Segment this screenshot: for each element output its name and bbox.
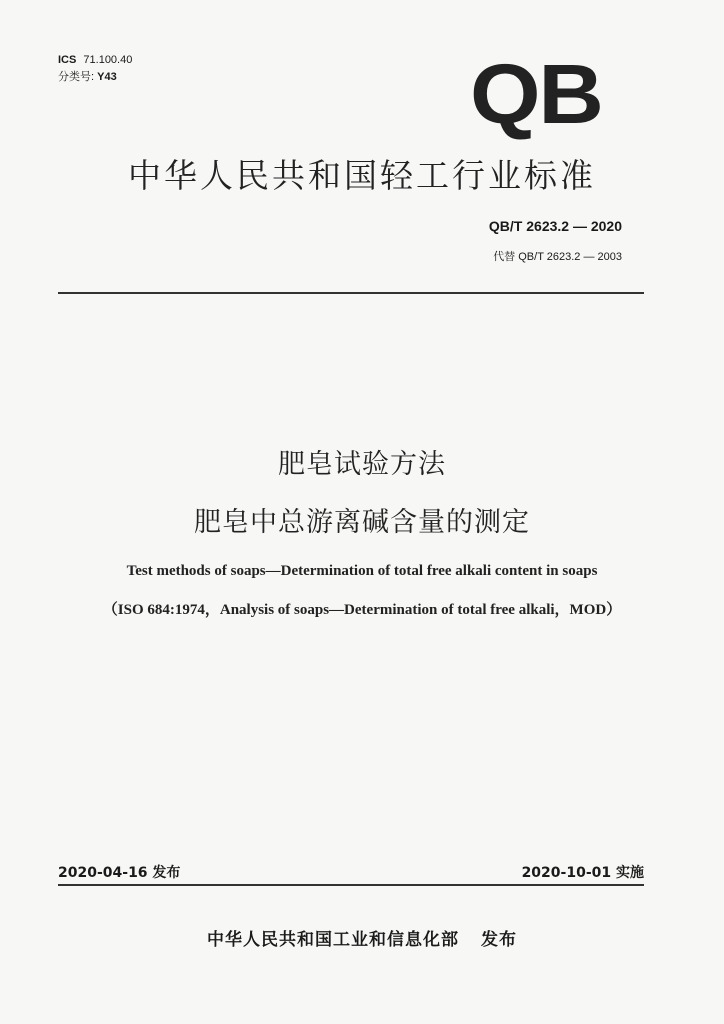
classification-row <box>58 69 132 86</box>
publisher-name: 中华人民共和国工业和信息化部 <box>207 930 459 950</box>
ics-row <box>58 52 132 69</box>
replaces-standard: 代替 QB/T 2623.2 — 2003 <box>493 251 622 263</box>
classification-code: Y43 <box>97 71 117 83</box>
standard-category-title: 中华人民共和国轻工行业标准 <box>128 156 596 195</box>
classification-label: 分类号: <box>58 71 95 83</box>
implementation-date: 2020-10-01 实施 <box>521 865 644 881</box>
standard-number: QB/T 2623.2 — 2020 <box>488 218 622 234</box>
title-en-iso-reference: （ISO 684:1974，Analysis of soaps—Determination of total free alkali，MOD） <box>102 602 622 618</box>
ics-code: 71.100.40 <box>83 54 133 66</box>
issue-date: 2020-04-16 发布 <box>58 865 181 881</box>
title-en: Test methods of soaps—Determination of total free alkali content in soaps <box>126 563 598 579</box>
qb-logo: QB <box>470 47 602 141</box>
title-cn-main: 肥皂试验方法 <box>278 449 446 480</box>
top-divider <box>58 292 644 294</box>
ics-label: ICS <box>58 54 77 66</box>
classification-block <box>58 52 132 86</box>
publisher-line <box>0 925 724 950</box>
publish-action: 发布 <box>481 930 517 950</box>
title-cn-sub: 肥皂中总游离碱含量的测定 <box>194 507 530 538</box>
bottom-divider <box>58 884 644 886</box>
